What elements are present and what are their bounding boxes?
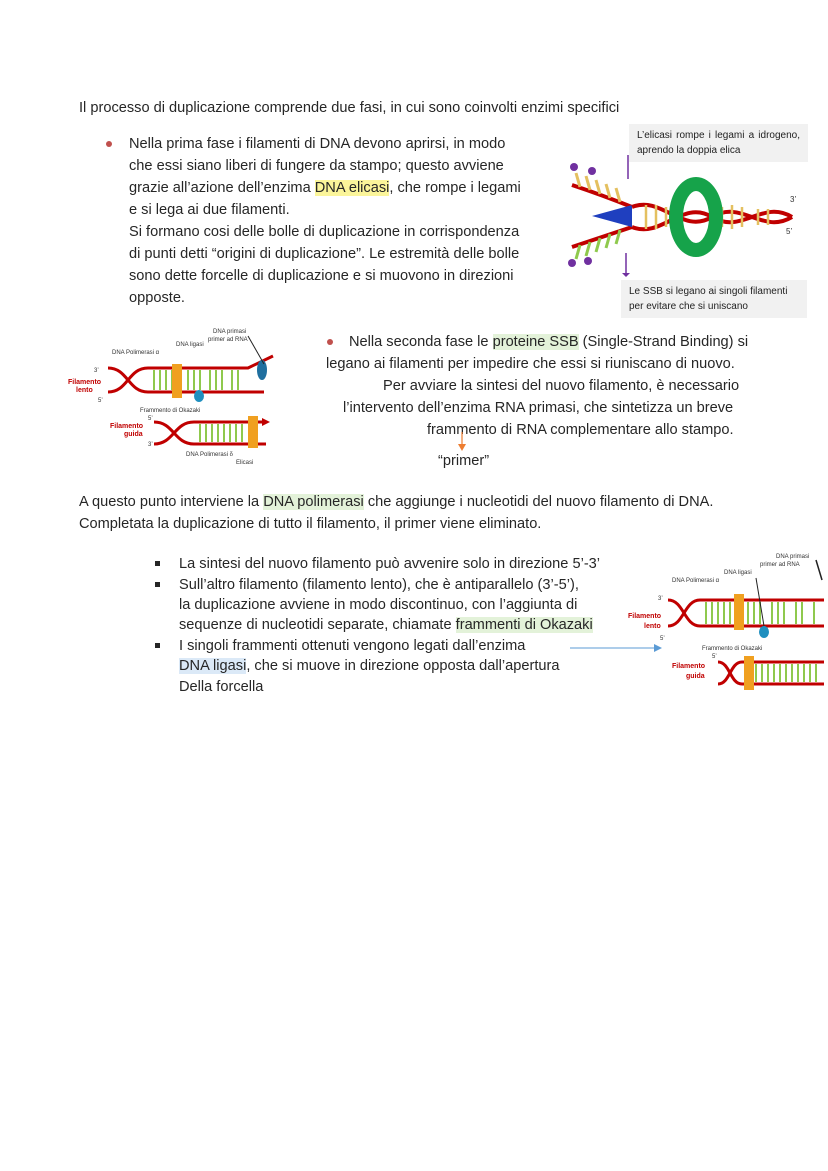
highlight-dna-polimerasi: DNA polimerasi: [263, 494, 364, 510]
svg-text:Frammento di Okazaki: Frammento di Okazaki: [140, 408, 201, 414]
svg-text:5’: 5’: [712, 654, 717, 660]
fase1-line7: sono dette forcelle di duplicazione e si muovono in direzioni: [129, 268, 514, 284]
primer-label: “primer”: [438, 453, 490, 469]
highlight-frammenti-okazaki: frammenti di Okazaki: [455, 617, 593, 633]
figure-forcella-2: [626, 550, 824, 690]
svg-text:DNA primasi: DNA primasi: [776, 554, 810, 560]
list-bullet-1: [155, 561, 160, 566]
list-item-1: La sintesi del nuovo filamento può avvenire solo in direzione 5’-3’: [179, 556, 601, 572]
polimerasi-line2: Completata la duplicazione di tutto il filamento, il primer viene eliminato.: [79, 516, 542, 532]
list-item-3-line2: DNA ligasi, che si muove in direzione opposta dall’apertura: [179, 658, 560, 674]
list-item-2-line2: la duplicazione avviene in modo discontinuo, con l’aggiunta di: [179, 597, 578, 613]
svg-text:Frammento di Okazaki: Frammento di Okazaki: [702, 646, 763, 652]
list-bullet-2: [155, 582, 160, 587]
svg-text:lento: lento: [76, 387, 93, 394]
primer-arrow: [456, 432, 468, 452]
svg-text:Filamento: Filamento: [628, 613, 662, 620]
svg-text:DNA ligasi: DNA ligasi: [176, 342, 204, 348]
svg-text:DNA Polimerasi α: DNA Polimerasi α: [112, 350, 160, 356]
svg-text:DNA Polimerasi α: DNA Polimerasi α: [672, 578, 720, 584]
fase1-line5: Si formano cosi delle bolle di duplicazione in corrispondenza: [129, 224, 520, 240]
list-item-2-line1: Sull’altro filamento (filamento lento), che è antiparallelo (3’-5’),: [179, 577, 579, 593]
svg-text:primer ad RNA: primer ad RNA: [760, 562, 800, 568]
svg-text:DNA primasi: DNA primasi: [213, 329, 247, 335]
fase1-line6: di punti detti “origini di duplicazione”. Le estremità delle bolle: [129, 246, 520, 262]
fase2-line3: Per avviare la sintesi del nuovo filamento, è necessario: [383, 378, 740, 394]
fase2-line2: legano ai filamenti per impedire che essi si riuniscano di nuovo.: [326, 356, 735, 372]
svg-text:5’: 5’: [786, 227, 793, 236]
fase2-line4: l’intervento dell’enzima RNA primasi, che sintetizza un breve: [343, 400, 734, 416]
svg-text:5’: 5’: [148, 416, 153, 422]
figure-elicasi: [562, 155, 808, 277]
svg-text:primer ad RNA: primer ad RNA: [208, 337, 248, 343]
fase1-line8: opposte.: [129, 290, 185, 306]
highlight-proteine-ssb: proteine SSB: [492, 334, 579, 350]
svg-text:Elicasi: Elicasi: [236, 460, 254, 466]
svg-text:3’: 3’: [148, 442, 153, 448]
list-item-2-line3: sequenze di nucleotidi separate, chiamate frammenti di Okazaki: [179, 617, 593, 633]
svg-text:5’: 5’: [660, 636, 665, 642]
highlight-dna-ligasi: DNA ligasi: [179, 658, 247, 674]
fase1-line4: e si lega ai due filamenti.: [129, 202, 290, 218]
figure-forcella-1: [68, 326, 282, 466]
fase2-line1: Nella seconda fase le proteine SSB (Single-Strand Binding) si: [349, 334, 749, 350]
polimerasi-line1: A questo punto interviene la DNA polimerasi che aggiunge i nucleotidi del nuovo filamento di DNA.: [79, 494, 714, 510]
fase1-line2: che essi siano liberi di fungere da stampo; questo avviene: [129, 158, 504, 174]
svg-text:Filamento: Filamento: [672, 663, 706, 670]
svg-text:DNA Polimerasi δ: DNA Polimerasi δ: [186, 452, 234, 458]
svg-text:lento: lento: [644, 623, 661, 630]
svg-text:guida: guida: [124, 431, 143, 438]
highlight-dna-elicasi: DNA elicasi: [314, 180, 390, 196]
list-item-3-line3: Della forcella: [179, 679, 264, 695]
svg-text:Filamento: Filamento: [110, 423, 144, 430]
note-ssb: Le SSB si legano ai singoli filamenti per evitare che si uniscano: [621, 280, 807, 318]
svg-text:3’: 3’: [790, 195, 797, 204]
svg-text:Filamento: Filamento: [68, 379, 102, 386]
fase1-line1: Nella prima fase i filamenti di DNA devono aprirsi, in modo: [129, 136, 506, 152]
svg-text:5’: 5’: [98, 398, 103, 404]
intro-text: Il processo di duplicazione comprende due fasi, in cui sono coinvolti enzimi specifici: [79, 100, 620, 116]
bullet-fase2: [327, 339, 333, 345]
list-bullet-3: [155, 643, 160, 648]
note-elicasi: L’elicasi rompe i legami a idrogeno, aprendo la doppia elica: [629, 124, 808, 162]
bullet-fase1: [106, 141, 112, 147]
fase2-line5: frammento di RNA complementare allo stampo.: [427, 422, 734, 438]
fase1-line3: grazie all’azione dell’enzima DNA elicasi, che rompe i legami: [129, 180, 521, 196]
svg-text:DNA ligasi: DNA ligasi: [724, 570, 752, 576]
svg-text:3’: 3’: [94, 368, 99, 374]
list-item-3-line1: I singoli frammenti ottenuti vengono legati dall’enzima: [179, 638, 526, 654]
svg-text:3’: 3’: [658, 596, 663, 602]
svg-text:guida: guida: [686, 673, 705, 680]
